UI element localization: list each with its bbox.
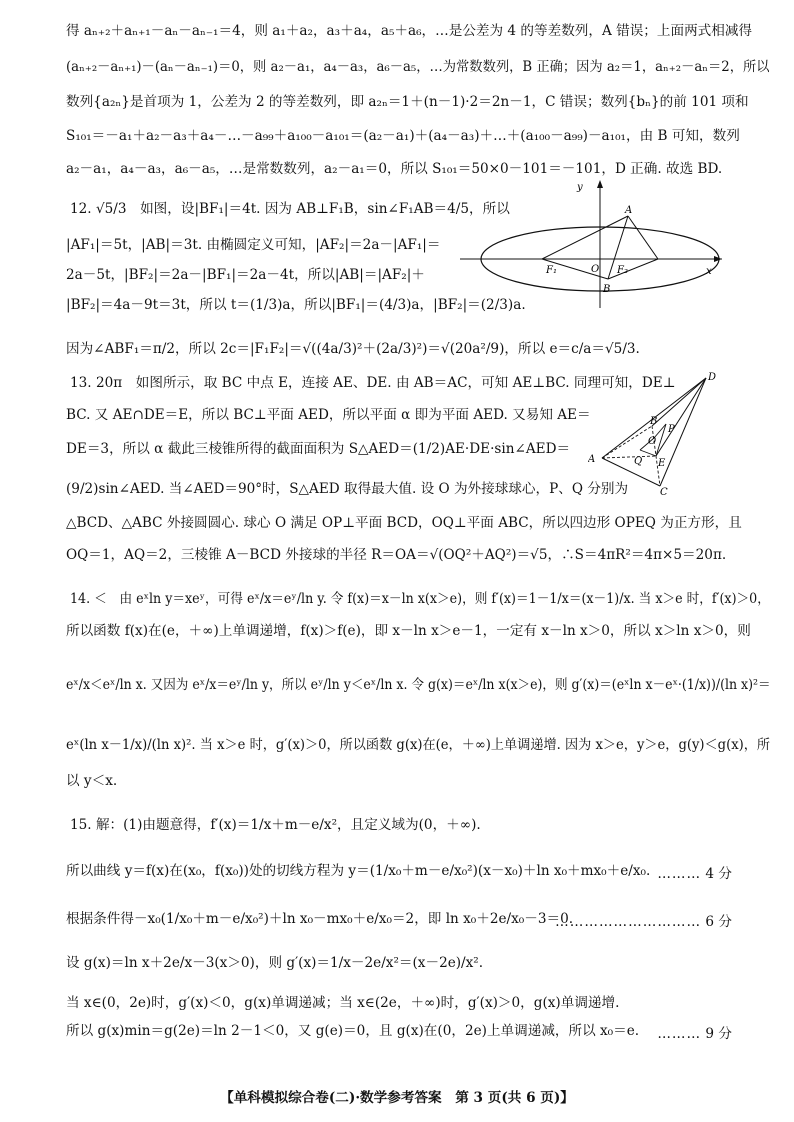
score-mark: ……… 4 分	[657, 866, 732, 882]
point-label: B	[603, 284, 611, 295]
question-14-line: 所以函数 f(x)在(e，＋∞)上单调递增，f(x)＞f(e)，即 x－ln x＞e－1，一定有 x－ln x＞0，所以 x＞ln x＞0，则	[66, 623, 751, 639]
question-13-line: DE＝3，所以 α 截此三棱锥所得的截面面积为 S△AED＝(1/2)AE·DE·sin∠AED＝	[66, 441, 571, 457]
text-line: S₁₀₁＝－a₁＋a₂－a₃＋a₄－…－a₉₉＋a₁₀₀－a₁₀₁＝(a₂－a₁)＋(a₄－a₃)＋…＋(a₁₀₀－a₉₉)－a₁₀₁，由 B 可知，数列	[66, 128, 740, 144]
question-13-line: (9/2)sin∠AED. 当∠AED＝90°时，S△AED 取得最大值. 设 O 为外接球球心，P、Q 分别为	[66, 481, 629, 497]
question-15-line: 15. 解：(1)由题意得，f′(x)＝1/x＋m－e/x²，且定义域为(0，＋∞).	[70, 817, 481, 833]
point-label: O	[591, 264, 600, 275]
point-label: A	[625, 205, 633, 216]
question-12-line: |AF₁|＝5t，|AB|＝3t. 由椭圆定义可知，|AF₂|＝2a－|AF₁|＝	[66, 237, 441, 253]
point-label: A	[588, 454, 596, 465]
text-line: 数列{a₂ₙ}是首项为 1，公差为 2 的等差数列，即 a₂ₙ＝1＋(n－1)·2＝2n－1，C 错误；数列{bₙ}的前 101 项和	[66, 94, 749, 110]
pyramid-figure	[588, 368, 728, 498]
score-mark: ………………………… 6 分	[555, 914, 732, 930]
question-15-line: 根据条件得－x₀(1/x₀＋m－e/x₀²)＋ln x₀－mx₀＋e/x₀＝2，即 ln x₀＋2e/x₀－3＝0.	[66, 911, 574, 927]
point-label: F₁	[546, 265, 557, 276]
text-line: 得 aₙ₊₂＋aₙ₊₁－aₙ－aₙ₋₁＝4，则 a₁＋a₂，a₃＋a₄，a₅＋a₆，…是公差为 4 的等差数列，A 错误；上面两式相减得	[66, 23, 753, 39]
question-14-line: 14. ＜ 由 eˣln y＝xeʸ，可得 eˣ/x＝eʸ/ln y. 令 f(x)＝x－ln x(x＞e)，则 f′(x)＝1－1/x＝(x－1)/x. 当 x＞e 时，f′(x)＞0，	[70, 591, 770, 607]
text-line: (aₙ₊₂－aₙ₊₁)－(aₙ－aₙ₋₁)＝0，则 a₂－a₁，a₄－a₃，a₆－a₅，…为常数数列，B 正确；因为 a₂＝1，aₙ₊₂－aₙ＝2，所以	[66, 59, 770, 75]
question-14-line: 以 y＜x.	[66, 773, 118, 789]
point-label: P	[668, 424, 675, 435]
point-label: E	[658, 458, 666, 469]
point-label: O	[648, 436, 657, 447]
axis-label-x: x	[706, 266, 712, 277]
question-12-line: 12. √5/3 如图，设|BF₁|＝4t. 因为 AB⊥F₁B，sin∠F₁AB＝4/5，所以	[70, 201, 510, 217]
ellipse-figure	[460, 176, 730, 316]
point-label: C	[660, 487, 668, 498]
question-14-line: eˣ(ln x－1/x)/(ln x)². 当 x＞e 时，g′(x)＞0，所以函数 g(x)在(e，＋∞)上单调递增. 因为 x＞e，y＞e，g(y)＜g(x)，所	[66, 737, 771, 753]
point-label: B	[650, 416, 658, 427]
question-15-line: 设 g(x)＝ln x＋2e/x－3(x＞0)，则 g′(x)＝1/x－2e/x²＝(x－2e)/x².	[66, 955, 484, 971]
question-13-line: OQ＝1，AQ＝2，三棱锥 A－BCD 外接球的半径 R＝OA＝√(OQ²＋AQ²)＝√5，∴S＝4πR²＝4π×5＝20π.	[66, 547, 727, 563]
question-12-line: 因为∠ABF₁＝π/2，所以 2c＝|F₁F₂|＝√((4a/3)²＋(2a/3)²)＝√(20a²/9)，所以 e＝c/a＝√5/3.	[66, 341, 640, 357]
text-line: a₂－a₁，a₄－a₃，a₆－a₅，…是常数数列，a₂－a₁＝0，所以 S₁₀₁＝50×0－101＝－101，D 正确. 故选 BD.	[66, 161, 723, 177]
score-mark: ……… 9 分	[657, 1026, 732, 1042]
point-label: F₂	[617, 265, 628, 276]
question-15-line: 所以曲线 y＝f(x)在(x₀，f(x₀))处的切线方程为 y＝(1/x₀＋m－e/x₀²)(x－x₀)＋ln x₀＋mx₀＋e/x₀.	[66, 863, 651, 879]
question-14-line: eˣ/x＜eˣ/ln x. 又因为 eˣ/x＝eʸ/ln y，所以 eʸ/ln y＜eˣ/ln x. 令 g(x)＝eˣ/ln x(x＞e)，则 g′(x)＝(eˣln x－eˣ·(1/x))/(ln x)²＝	[66, 677, 771, 693]
question-15-line: 所以 g(x)min＝g(2e)＝ln 2－1＜0，又 g(e)＝0，且 g(x)在(0，2e)上单调递减，所以 x₀＝e.	[66, 1023, 640, 1039]
axis-label-y: y	[577, 182, 583, 193]
point-label: D	[708, 372, 717, 383]
question-13-line: 13. 20π 如图所示，取 BC 中点 E，连接 AE、DE. 由 AB＝AC，可知 AE⊥BC. 同理可知，DE⊥	[70, 375, 676, 391]
question-12-line: 2a－5t，|BF₂|＝2a－|BF₁|＝2a－4t，所以|AB|＝|AF₂|＋	[66, 267, 425, 283]
question-13-line: BC. 又 AE∩DE＝E，所以 BC⊥平面 AED，所以平面 α 即为平面 AED. 又易知 AE＝	[66, 407, 591, 423]
page-footer: 【单科模拟综合卷(二)·数学参考答案 第 3 页(共 6 页)】	[220, 1090, 574, 1106]
question-12-line: |BF₂|＝4a－9t＝3t，所以 t＝(1/3)a，所以|BF₁|＝(4/3)a，|BF₂|＝(2/3)a.	[66, 297, 526, 313]
question-15-line: 当 x∈(0，2e)时，g′(x)＜0，g(x)单调递减；当 x∈(2e，＋∞)时，g′(x)＞0，g(x)单调递增.	[66, 995, 620, 1011]
point-label: Q	[634, 456, 643, 467]
question-13-line: △BCD、△ABC 外接圆圆心. 球心 O 满足 OP⊥平面 BCD，OQ⊥平面 ABC，所以四边形 OPEQ 为正方形，且	[66, 515, 742, 531]
